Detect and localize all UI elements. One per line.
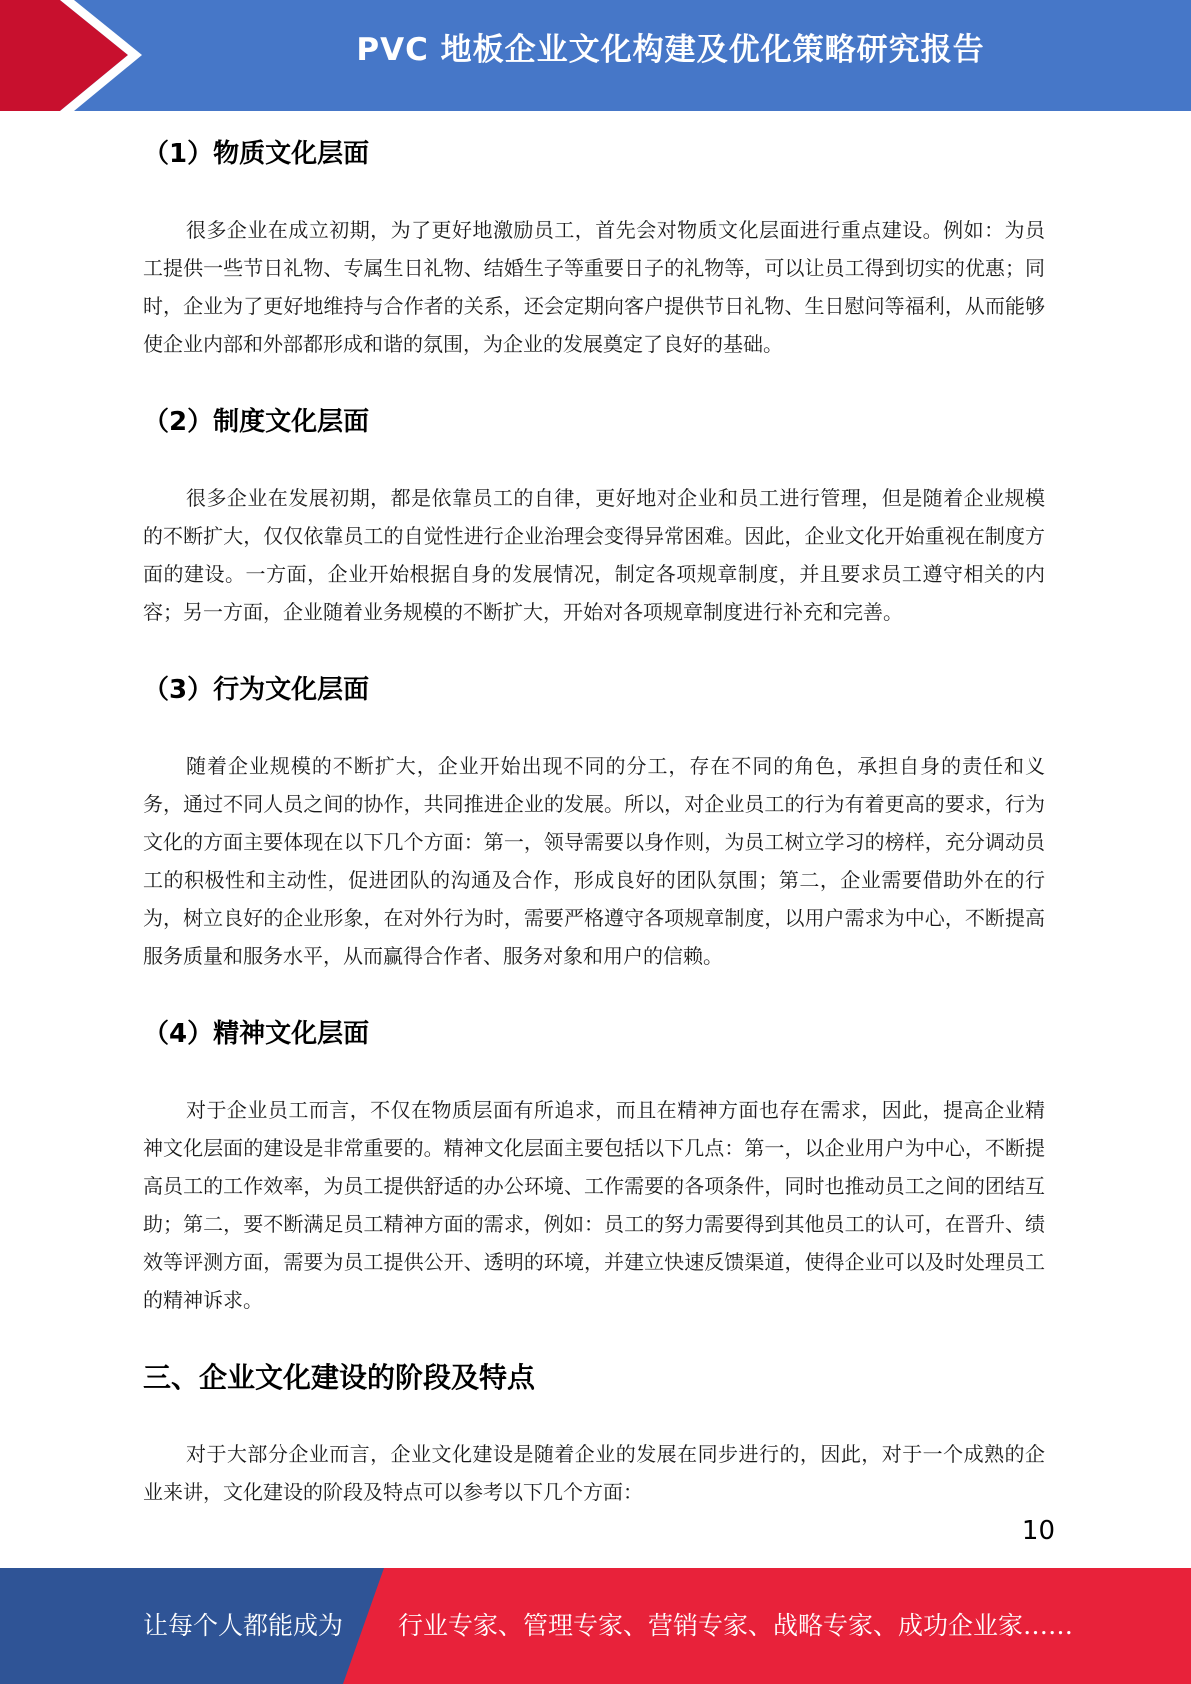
section-heading-spirit: （4）精神文化层面 [143,1019,370,1049]
section-paragraph-material: 很多企业在成立初期，为了更好地激励员工，首先会对物质文化层面进行重点建设。例如：为员工提供一些节日礼物、专属生日礼物、结婚生子等重要日子的礼物等，可以让员工得到切实的优惠；同时，企业为了更好地维持与合作者的关系，还会定期向客户提供节日礼物、生日慰问等福利，从而能够使企业内部和外部都形成和谐的氛围，为企业的发展奠定了良好的基础。 [143,218,1045,356]
section-paragraph-system: 很多企业在发展初期，都是依靠员工的自律，更好地对企业和员工进行管理，但是随着企业规模的不断扩大，仅仅依靠员工的自觉性进行企业治理会变得异常困难。因此，企业文化开始重视在制度方面的建设。一方面，企业开始根据自身的发展情况，制定各项规章制度，并且要求员工遵守相关的内容；另一方面，企业随着业务规模的不断扩大，开始对各项规章制度进行补充和完善。 [143,486,1045,624]
section-heading-system: （2）制度文化层面 [143,407,370,437]
header-title: PVC 地板企业文化构建及优化策略研究报告 [356,32,985,68]
chapter-heading: 三、企业文化建设的阶段及特点 [143,1361,536,1394]
header-arrow-decoration [0,0,160,111]
chapter-paragraph: 对于大部分企业而言，企业文化建设是随着企业的发展在同步进行的，因此，对于一个成熟的企业来讲，文化建设的阶段及特点可以参考以下几个方面： [143,1442,1045,1504]
section-paragraph-behavior: 随着企业规模的不断扩大，企业开始出现不同的分工，存在不同的角色，承担自身的责任和义务，通过不同人员之间的协作，共同推进企业的发展。所以，对企业员工的行为有着更高的要求，行为文化的方面主要体现在以下几个方面：第一，领导需要以身作则，为员工树立学习的榜样，充分调动员工的积极性和主动性，促进团队的沟通及合作，形成良好的团队氛围；第二，企业需要借助外在的行为，树立良好的企业形象，在对外行为时，需要严格遵守各项规章制度，以用户需求为中心，不断提高服务质量和服务水平，从而赢得合作者、服务对象和用户的信赖。 [143,754,1045,968]
page-header-banner [0,0,1191,111]
footer-slogan-right: 行业专家、管理专家、营销专家、战略专家、成功企业家…… [398,1611,1074,1640]
page-footer-banner [0,1568,1191,1684]
section-heading-behavior: （3）行为文化层面 [143,675,370,705]
page-number: 10 [1021,1516,1055,1546]
footer-slogan-left: 让每个人都能成为 [143,1611,344,1640]
section-paragraph-spirit: 对于企业员工而言，不仅在物质层面有所追求，而且在精神方面也存在需求，因此，提高企业精神文化层面的建设是非常重要的。精神文化层面主要包括以下几点：第一，以企业用户为中心，不断提高员工的工作效率，为员工提供舒适的办公环境、工作需要的各项条件，同时也推动员工之间的团结互助；第二，要不断满足员工精神方面的需求，例如：员工的努力需要得到其他员工的认可，在晋升、绩效等评测方面，需要为员工提供公开、透明的环境，并建立快速反馈渠道，使得企业可以及时处理员工的精神诉求。 [143,1098,1045,1312]
section-heading-material: （1）物质文化层面 [143,139,370,169]
